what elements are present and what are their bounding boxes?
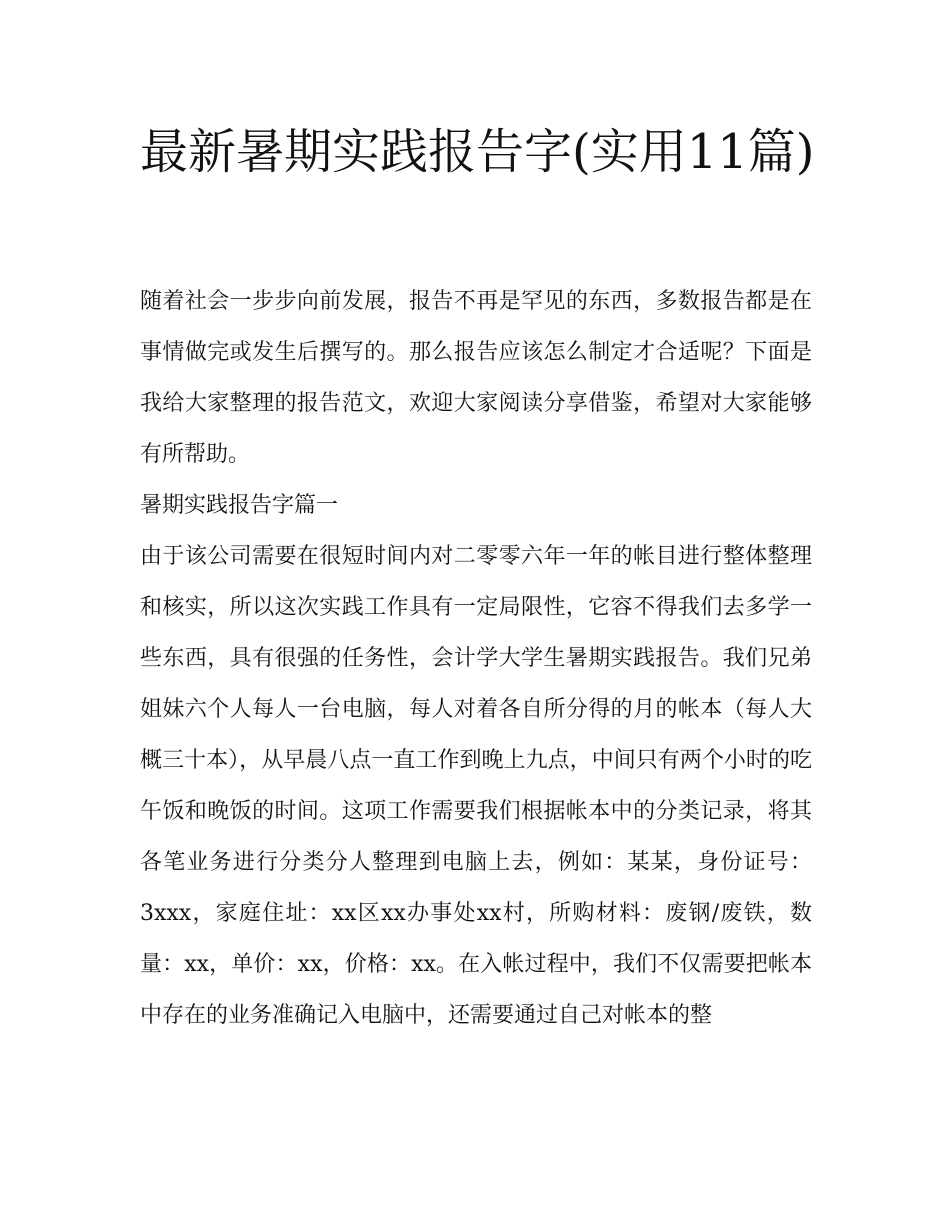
body-paragraph: 由于该公司需要在很短时间内对二零零六年一年的帐目进行整体整理和核实，所以这次实践工作具有一定局限性，它容不得我们去多学一些东西，具有很强的任务性，会计学大学生暑期实践报告。我们兄弟姐妹六个人每人一台电脑，每人对着各自所分得的月的帐本（每人大概三十本），从早晨八点一直工作到晚上九点，中间只有两个小时的吃午饭和晚饭的时间。这项工作需要我们根据帐本中的分类记录，将其各笔业务进行分类分人整理到电脑上去，例如：某某，身份证号：3xxx，家庭住址：xx区xx办事处xx村，所购材料：废钢/废铁，数量：xx，单价：xx，价格：xx。在入帐过程中，我们不仅需要把帐本中存在的业务准确记入电脑中，还需要通过自己对帐本的整 bbox=[140, 544, 812, 1028]
document-title: 最新暑期实践报告字(实用11篇) bbox=[140, 124, 815, 180]
section-heading: 暑期实践报告字篇一 bbox=[140, 493, 339, 518]
document-body bbox=[140, 276, 812, 1041]
intro-paragraph: 随着社会一步步向前发展，报告不再是罕见的东西，多数报告都是在事情做完或发生后撰写的。那么报告应该怎么制定才合适呢？下面是我给大家整理的报告范文，欢迎大家阅读分享借鉴，希望对大家能够有所帮助。 bbox=[140, 289, 812, 467]
